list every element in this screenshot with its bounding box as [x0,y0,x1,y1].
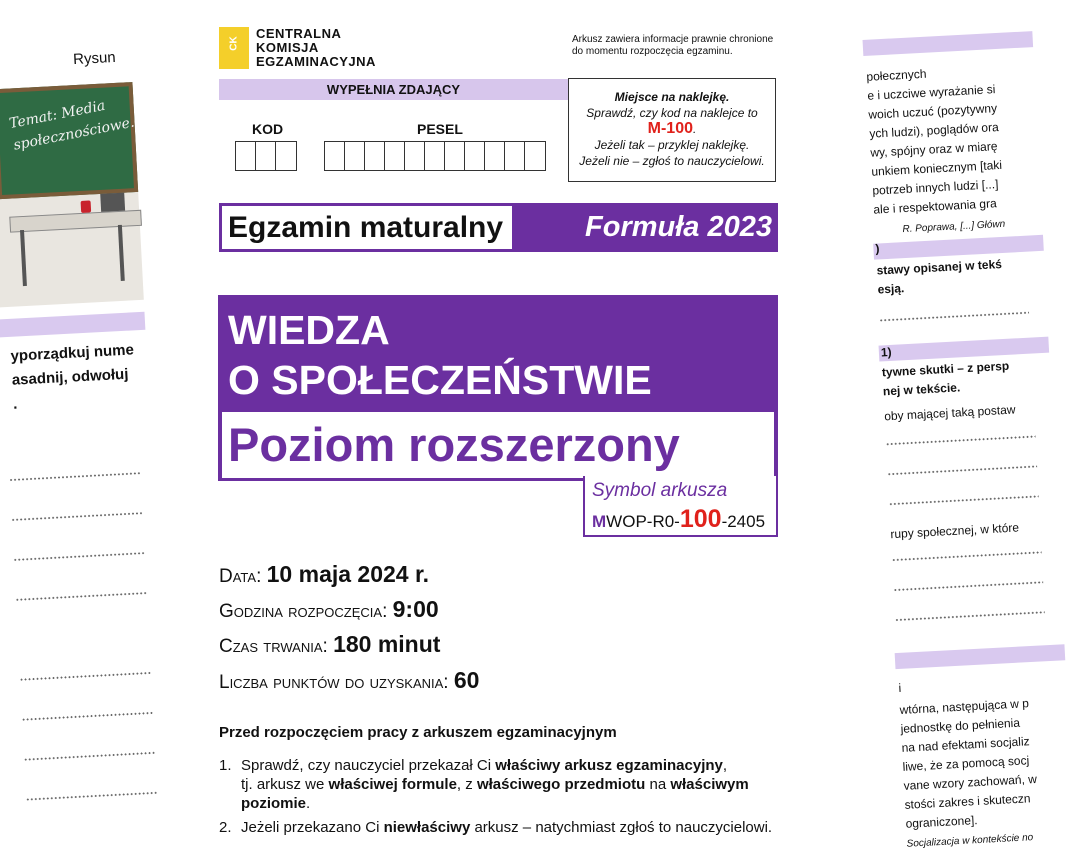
confidentiality-notice: Arkusz zawiera informacje prawnie chronione do momentu rozpoczęcia egzaminu. [572,34,774,57]
sticker-code: M-100 [647,120,693,137]
text-line: wtórna, następująca w p [899,696,1030,717]
task-text: stawy opisanej w tekś [876,257,1003,278]
points-label: Liczba punktów do uzyskania: [219,672,454,693]
logo-mark: CK [228,36,240,51]
instruction-number: 2. [219,819,232,836]
symbol-code-mid: WOP-R0- [606,512,680,531]
duration-value: 180 minut [333,631,441,657]
answer-line [11,512,143,521]
laptop-icon [100,193,125,212]
source-citation: R. Poprawa, [...] Główn [902,218,1006,236]
text-line: potrzeb innych ludzi [...] [872,177,999,198]
kod-box[interactable] [256,142,276,170]
answer-line [887,465,1037,475]
text-line: stości zakres i skuteczn [904,791,1031,812]
text-line: wy, spójny oraz w miarę [870,139,998,160]
answer-line [22,712,154,721]
task-band [873,235,1044,260]
instruction-text: Jeżeli przekazano Ci niewłaściwy arkusz – natychmiast zgłoś to nauczycielowi. [241,819,773,836]
logo-text: CENTRALNA KOMISJA EGZAMINACYJNA [256,26,376,69]
text-line: ograniczone]. [905,813,978,831]
answer-line [9,472,141,481]
fill-section-header: WYPEŁNIA ZDAJĄCY [219,79,568,100]
text-line: ale i respektowania gra [873,196,998,217]
chalkboard [0,82,138,199]
answer-line [892,551,1042,561]
answer-line [19,672,151,681]
section-band [863,31,1034,56]
pesel-box[interactable] [445,142,465,170]
start-label: Godzina rozpoczęcia: [219,601,393,622]
classroom-illustration [0,82,144,308]
exam-date [219,561,429,588]
sticker-line: Jeżeli nie – zgłoś to nauczycielowi. [579,154,765,168]
task-subprompt: rupy społecznej, w które [890,520,1020,542]
sticker-line: Sprawdź, czy kod na naklejce to [586,106,758,120]
sticker-title: Miejsce na naklejkę. [614,90,730,104]
symbol-code [592,505,765,534]
date-value: 10 maja 2024 r. [266,561,430,587]
pesel-label: PESEL [417,121,463,137]
exam-formula: Formuła 2023 [585,211,772,243]
pesel-box[interactable] [385,142,405,170]
task-subprompt: oby mającej taką postaw [883,402,1016,424]
text-line: ych ludzi), poglądów ora [869,119,1000,141]
answer-line [24,752,156,761]
exam-start [219,596,439,623]
kod-label: KOD [252,121,284,137]
sticker-code-suffix: . [693,122,697,136]
task-band [879,337,1050,362]
task-text: nej w tekście. [882,380,961,399]
mug-icon [81,200,92,213]
text-line: połecznych [866,66,927,84]
pesel-field[interactable] [324,141,546,171]
answer-line [13,552,145,561]
figure-label: Rysun [72,48,117,69]
date-label: Data: [219,566,267,587]
text-line: i [898,680,902,695]
text-line: na nad efektami socjaliz [901,734,1030,755]
sticker-area [568,78,776,182]
pesel-box[interactable] [405,142,425,170]
text-line: jednostkę do pełnienia [900,715,1021,736]
answer-line [879,312,1029,322]
pesel-box[interactable] [525,142,545,170]
text-line: woich uczuć (pozytywny [868,101,998,122]
pesel-box[interactable] [325,142,345,170]
section-band [895,644,1066,669]
level-title: Poziom rozszerzony [228,418,680,471]
kod-box[interactable] [276,142,296,170]
text-line: e i uczciwe wyrażanie si [867,82,996,103]
desk-leg [118,225,125,281]
points-value: 60 [453,667,480,693]
sticker-line: Jeżeli tak – przyklej naklejkę. [594,138,750,152]
task-text: esją. [877,281,905,297]
answer-line [15,592,147,601]
exam-name: Egzamin maturalny [222,206,512,249]
answer-line [886,435,1036,445]
instructions-title: Przed rozpoczęciem pracy z arkuszem egzaminacyjnym [219,724,617,741]
instruction-text: Sprawdź, czy nauczyciel przekazał Ci właściwy arkusz egzaminacyjny, tj. arkusz we właściwej formule, z właściwego przedmiotu na właściwym poziomie. [241,757,749,812]
task-header-band [0,312,145,338]
symbol-code-number: 100 [679,505,722,533]
kod-box[interactable] [236,142,256,170]
pesel-box[interactable] [465,142,485,170]
sticker-code-line [569,121,775,137]
exam-duration [219,631,440,658]
kod-field[interactable] [235,141,297,171]
exam-points [219,667,479,694]
answer-line [895,611,1045,621]
duration-label: Czas trwania: [219,636,334,657]
pesel-box[interactable] [345,142,365,170]
text-line: vane wzory zachowań, w [903,771,1038,793]
answer-line [889,495,1039,505]
chalkboard-text: Temat: Media społecznościowe. [7,97,136,154]
task-text: tywne skutki – z persp [881,358,1010,380]
left-page-fragment [0,32,173,859]
pesel-box[interactable] [425,142,445,170]
text-line: unkiem koniecznym [taki [871,157,1003,179]
desk-leg [20,230,27,286]
source-citation: Socjalizacja w kontekście no [906,832,1034,850]
task-number: ) [875,241,880,256]
symbol-code-m: M [592,512,607,531]
answer-line [26,792,158,801]
task-number: 1) [880,344,892,360]
pesel-box[interactable] [365,142,385,170]
task-text: yporządkuj nume asadnij, odwołuj . [10,341,135,413]
pesel-box[interactable] [485,142,505,170]
symbol-label: Symbol arkusza [592,480,728,501]
right-page-fragment [862,22,1065,849]
start-value: 9:00 [392,596,439,622]
answer-line [893,581,1043,591]
instruction-number: 1. [219,757,232,774]
symbol-code-end: -2405 [721,512,766,531]
subject-title: WIEDZA O SPOŁECZEŃSTWIE [228,307,652,403]
pesel-box[interactable] [505,142,525,170]
text-line: liwe, że za pomocą socj [902,753,1030,774]
